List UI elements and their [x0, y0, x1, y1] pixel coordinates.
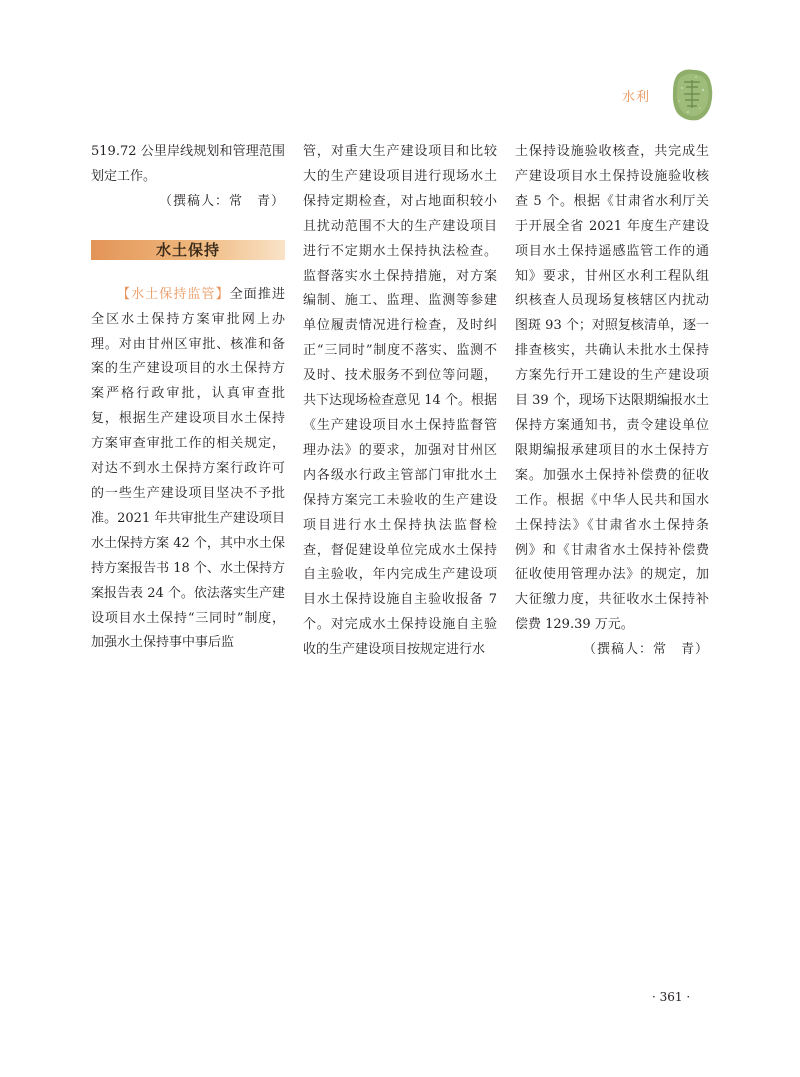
- paragraph-soil-supervision: [91, 283, 285, 657]
- text-column-2: [303, 140, 497, 663]
- byline-author-1: （撰稿人：常 青）: [158, 193, 285, 209]
- subsection-tag: 【水土保持监管】: [117, 286, 230, 302]
- byline-author-2: （撰稿人：常 青）: [582, 642, 709, 658]
- text-column-3: [515, 140, 709, 663]
- stone-seal-icon: [670, 68, 714, 122]
- paragraph-column-2: 管，对重大生产建设项目和比较大的生产建设项目进行现场水土保持定期检查，对占地面积较小且扰动范围不大的生产建设项目进行不定期水土保持执法检查。监督落实水土保持措施，对方案编制、施工、监理、监测等参建单位履责情况进行检查，及时纠正“三同时”制度不落实、监测不及时、技术服务不到位等问题，共下达现场检查意见 14 个。根据《生产建设项目水土保持监督管理办法》的要求，加强对甘州区内各级水行政主管部门审批水土保持方案完工未验收的生产建设项目进行水土保持执法监督检查，督促建设单位完成水土保持自主验收，年内完成生产建设项目水土保持设施自主验收报备 7 个。对完成水土保持设施自主验收的生产建设项目按规定进行水: [303, 144, 497, 658]
- section-heading: 水土保持: [91, 240, 285, 260]
- paragraph-column-3: 土保持设施验收核查，共完成生产建设项目水土保持设施验收核查 5 个。根据《甘肃省水利厅关于开展全省 2021 年度生产建设项目水土保持遥感监管工作的通知》要求，甘州区水利工程队组织核查人员现场复核辖区内扰动图斑 93 个；对照复核清单，逐一排查核实，共确认未批水土保持方案先行开工建设的生产建设项目 39 个，现场下达限期编报水土保持方案通知书，责令建设单位限期编报承建项目的水土保持方案。加强水土保持补偿费的征收工作。根据《中华人民共和国水土保持法》《甘肃省水土保持条例》和《甘肃省水土保持补偿费征收使用管理办法》的规定，加大征缴力度，共征收水土保持补偿费 129.39 万元。: [515, 144, 709, 633]
- section-category-label: 水利: [622, 90, 651, 105]
- paragraph-soil-supervision-text: 全面推进全区水土保持方案审批网上办理。对由甘州区审批、核准和备案的生产建设项目的水土保持方案严格行政审批，认真审查批复，根据生产建设项目水土保持方案审查审批工作的相关规定，对达不到水土保持方案行政许可的一些生产建设项目坚决不予批准。2021 年共审批生产建设项目水土保持方案 42 个，其中水土保持方案报告书 18 个、水土保持方案报告表 24 个。依法落实生产建设项目水土保持“三同时”制度，加强水土保持事中事后监: [91, 286, 285, 651]
- text-column-1: [91, 140, 285, 656]
- page-number: · 361 ·: [652, 990, 691, 1004]
- paragraph-shoreline: 519.72 公里岸线规划和管理范围划定工作。: [91, 144, 285, 184]
